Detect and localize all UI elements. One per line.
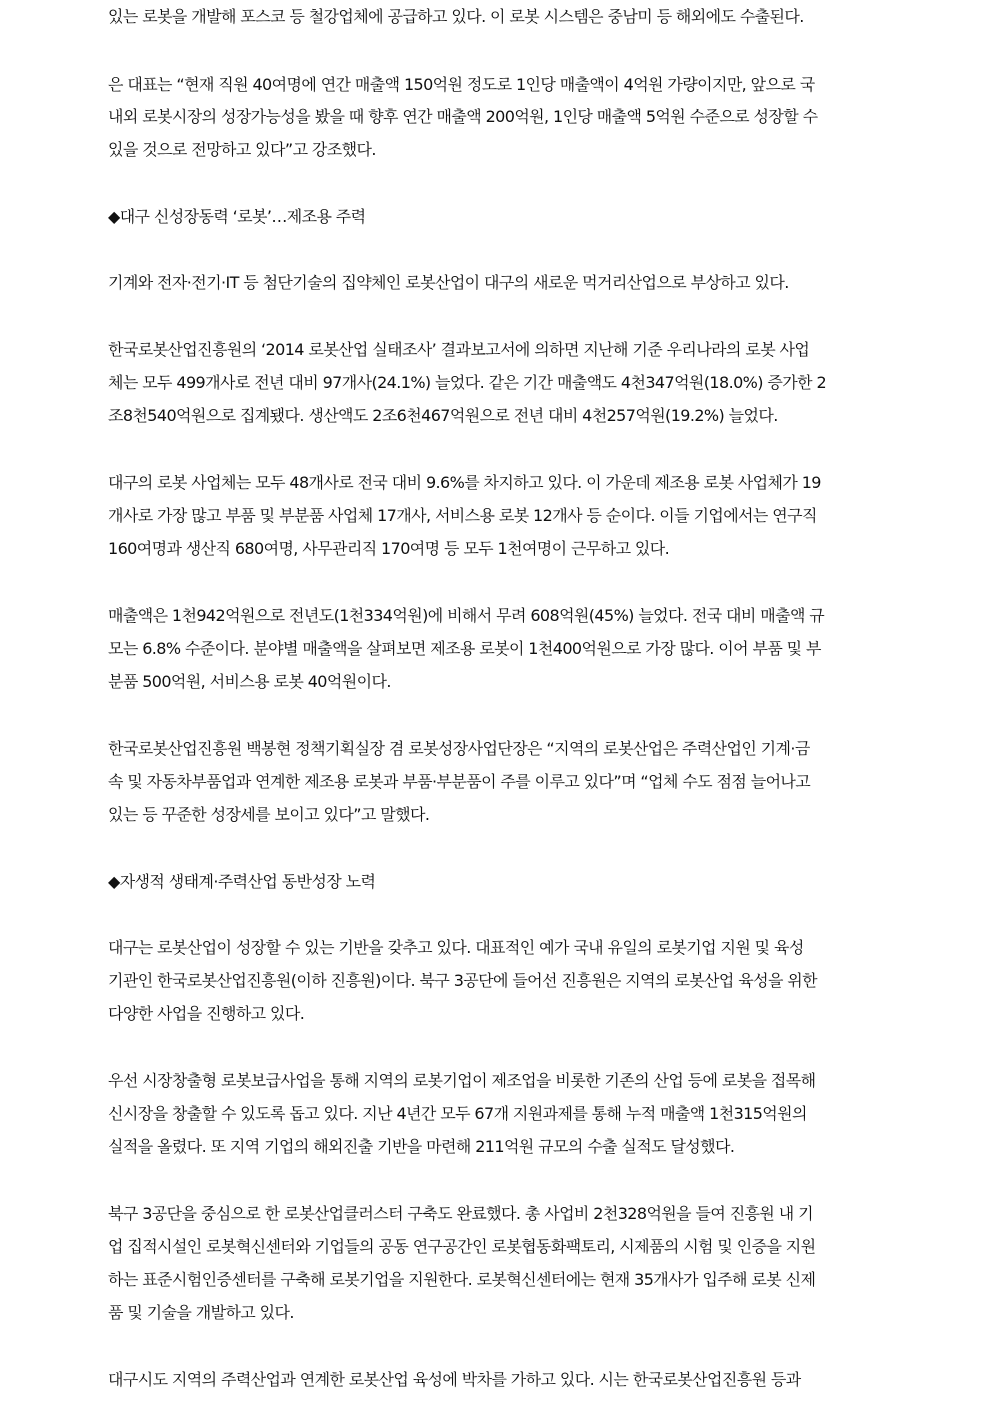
paragraph-line: 160여명과 생산직 680여명, 사무관리직 170여명 등 모두 1천여명이 근무하고 있다.	[108, 539, 670, 558]
paragraph-line: 조8천540억원으로 집계됐다. 생산액도 2조6천467억원으로 전년 대비 4천257억원(19.2%) 늘었다.	[108, 406, 778, 425]
paragraph-line: 있는 등 꾸준한 성장세를 보이고 있다”고 말했다.	[108, 805, 430, 824]
section-heading: ◆대구 신성장동력 ‘로봇’…제조용 주력	[108, 207, 366, 226]
paragraph-line: 있는 로봇을 개발해 포스코 등 철강업체에 공급하고 있다. 이 로봇 시스템은 중남미 등 해외에도 수출된다.	[108, 7, 804, 26]
paragraph-line: 대구는 로봇산업이 성장할 수 있는 기반을 갖추고 있다. 대표적인 예가 국내 유일의 로봇기업 지원 및 육성	[108, 938, 804, 957]
paragraph-line: 분품 500억원, 서비스용 로봇 40억원이다.	[108, 672, 391, 691]
paragraph-line: 우선 시장창출형 로봇보급사업을 통해 지역의 로봇기업이 제조업을 비롯한 기존의 산업 등에 로봇을 접목해	[108, 1071, 816, 1090]
paragraph-line: 한국로봇산업진흥원 백봉현 정책기획실장 겸 로봇성장사업단장은 “지역의 로봇산업은 주력산업인 기계·금	[108, 739, 810, 758]
paragraph-line: 체는 모두 499개사로 전년 대비 97개사(24.1%) 늘었다. 같은 기간 매출액도 4천347억원(18.0%) 증가한 2	[108, 373, 827, 392]
paragraph-line: 대구시도 지역의 주력산업과 연계한 로봇산업 육성에 박차를 가하고 있다. 시는 한국로봇산업진흥원 등과	[108, 1370, 801, 1389]
paragraph-line: 실적을 올렸다. 또 지역 기업의 해외진출 기반을 마련해 211억원 규모의 수출 실적도 달성했다.	[108, 1137, 735, 1156]
paragraph-line: 내외 로봇시장의 성장가능성을 봤을 때 향후 연간 매출액 200억원, 1인당 매출액 5억원 수준으로 성장할 수	[108, 107, 818, 126]
paragraph-line: 다양한 사업을 진행하고 있다.	[108, 1004, 305, 1023]
paragraph-line: 신시장을 창출할 수 있도록 돕고 있다. 지난 4년간 모두 67개 지원과제를 통해 누적 매출액 1천315억원의	[108, 1104, 807, 1123]
paragraph-line: 은 대표는 “현재 직원 40여명에 연간 매출액 150억원 정도로 1인당 매출액이 4억원 가량이지만, 앞으로 국	[108, 75, 815, 94]
paragraph-line: 속 및 자동차부품업과 연계한 제조용 로봇과 부품·부분품이 주를 이루고 있다”며 “업체 수도 점점 늘어나고	[108, 772, 811, 791]
paragraph-line: 하는 표준시험인증센터를 구축해 로봇기업을 지원한다. 로봇혁신센터에는 현재 35개사가 입주해 로봇 신제	[108, 1270, 816, 1289]
paragraph-line: 기관인 한국로봇산업진흥원(이하 진흥원)이다. 북구 3공단에 들어선 진흥원은 지역의 로봇산업 육성을 위한	[108, 971, 818, 990]
paragraph-line: 북구 3공단을 중심으로 한 로봇산업클러스터 구축도 완료했다. 총 사업비 2천328억원을 들여 진흥원 내 기	[108, 1204, 813, 1223]
paragraph-line: 모는 6.8% 수준이다. 분야별 매출액을 살펴보면 제조용 로봇이 1천400억원으로 가장 많다. 이어 부품 및 부	[108, 639, 821, 658]
paragraph-line: 업 집적시설인 로봇혁신센터와 기업들의 공동 연구공간인 로봇협동화팩토리, 시제품의 시험 및 인증을 지원	[108, 1237, 816, 1256]
paragraph-line: 매출액은 1천942억원으로 전년도(1천334억원)에 비해서 무려 608억원(45%) 늘었다. 전국 대비 매출액 규	[108, 606, 825, 625]
paragraph-line: 품 및 기술을 개발하고 있다.	[108, 1303, 294, 1322]
paragraph-line: 한국로봇산업진흥원의 ‘2014 로봇산업 실태조사’ 결과보고서에 의하면 지난해 기준 우리나라의 로봇 사업	[108, 340, 810, 359]
paragraph-line: 있을 것으로 전망하고 있다”고 강조했다.	[108, 140, 376, 159]
paragraph-line: 대구의 로봇 사업체는 모두 48개사로 전국 대비 9.6%를 차지하고 있다. 이 가운데 제조용 로봇 사업체가 19	[108, 473, 821, 492]
paragraph-line: 기계와 전자·전기·IT 등 첨단기술의 집약체인 로봇산업이 대구의 새로운 먹거리산업으로 부상하고 있다.	[108, 273, 789, 292]
section-heading: ◆자생적 생태계·주력산업 동반성장 노력	[108, 872, 376, 891]
paragraph-line: 개사로 가장 많고 부품 및 부분품 사업체 17개사, 서비스용 로봇 12개사 등 순이다. 이들 기업에서는 연구직	[108, 506, 817, 525]
